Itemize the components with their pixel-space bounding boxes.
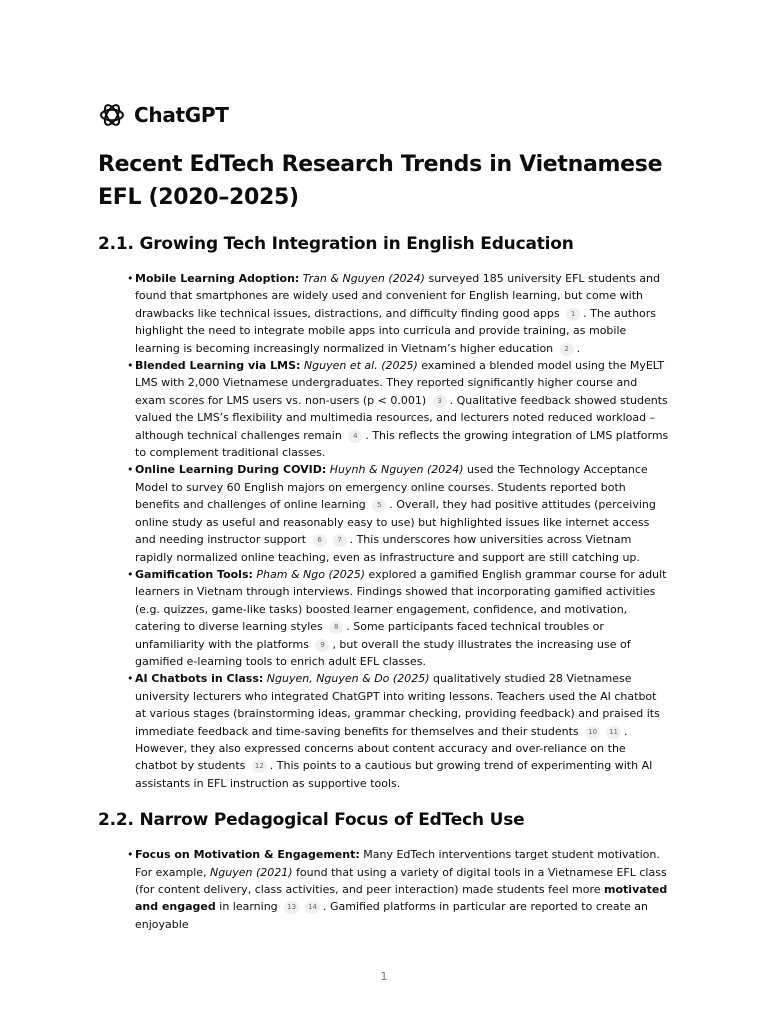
citation-author: Huynh & Nguyen (2024) bbox=[329, 463, 464, 477]
page-number: 1 bbox=[380, 970, 388, 983]
citation-author: Nguyen, Nguyen & Do (2025) bbox=[266, 672, 430, 686]
citation-author: Nguyen (2021) bbox=[210, 865, 293, 879]
item-text: , but overall the study illustrates the increasing use of gamified e-learning tools to enrich adult EFL classes. bbox=[135, 637, 631, 668]
item-text: . However, they also expressed concerns about content accuracy and over-reliance on the chatbot by students bbox=[135, 724, 628, 773]
bullet: • bbox=[127, 567, 134, 581]
item-text: . Some participants faced technical troubles or unfamiliarity with the platforms bbox=[135, 620, 604, 651]
item-text: used the Technology Acceptance Model to survey 60 English majors on emergency online courses. Students reported both benefits and challenges of online learning bbox=[135, 463, 648, 512]
item-label: AI Chatbots in Class: bbox=[135, 672, 264, 686]
citation-badge[interactable]: 10 bbox=[585, 726, 600, 739]
citation-badge[interactable]: 14 bbox=[305, 901, 320, 914]
section-heading-2-1: 2.1. Growing Tech Integration in English Education bbox=[98, 234, 574, 254]
item-text: surveyed 185 university EFL students and found that smartphones are widely used and convenient for English learning, but come with drawbacks like technical issues, distractions, and difficulty finding good apps bbox=[135, 272, 661, 320]
citation-badge[interactable]: 2 bbox=[560, 343, 574, 356]
item-text: Many EdTech interventions target student motivation. For example, bbox=[135, 848, 660, 879]
bullet: • bbox=[127, 848, 134, 862]
citation-badge[interactable]: 8 bbox=[329, 621, 343, 634]
item-text: . Overall, they had positive attitudes (perceiving online study as useful and reasonably easy to use) but highlighted issues like internet access and needing instructor support bbox=[135, 498, 656, 547]
item-label: Online Learning During COVID: bbox=[135, 463, 327, 477]
citation-badge[interactable]: 11 bbox=[606, 726, 621, 739]
item-text: explored a gamified English grammar course for adult learners in Vietnam through interviews. Findings showed that incorporating gamified activities (e.g. quizzes, game-like tasks) boosted learner engagement, confidence, and motivation, catering to diverse learning styles bbox=[135, 567, 667, 634]
item-label: Focus on Motivation & Engagement: bbox=[135, 848, 360, 862]
section-heading-2-2: 2.2. Narrow Pedagogical Focus of EdTech Use bbox=[98, 810, 525, 831]
citation-badge[interactable]: 1 bbox=[566, 308, 580, 321]
item-text: . The authors highlight the need to integrate mobile apps into curricula and provide training, as mobile learning is becoming increasingly normalized in Vietnam’s higher education bbox=[135, 306, 657, 355]
item-text: in learning bbox=[215, 900, 282, 914]
citation-author: Nguyen et al. (2025) bbox=[303, 359, 418, 373]
item-text: . bbox=[576, 341, 581, 355]
citation-author: Tran & Nguyen (2024) bbox=[302, 272, 425, 285]
citation-badge[interactable]: 5 bbox=[372, 499, 386, 512]
brand-header bbox=[98, 98, 670, 132]
citation-badge[interactable]: 9 bbox=[315, 639, 329, 652]
item-text: . This points to a cautious but growing trend of experimenting with AI assistants in EFL instruction as supportive tools. bbox=[135, 759, 653, 790]
citation-badge[interactable]: 3 bbox=[433, 395, 447, 408]
citation-badge[interactable]: 4 bbox=[348, 430, 362, 443]
list-item bbox=[98, 270, 670, 357]
list-item bbox=[98, 461, 670, 565]
document-page bbox=[98, 98, 670, 933]
item-text: . Gamified platforms in particular are reported to create an enjoyable bbox=[135, 900, 648, 931]
bullet: • bbox=[127, 672, 134, 686]
section-2-1-list bbox=[98, 270, 670, 792]
bullet: • bbox=[127, 463, 134, 477]
item-text: found that using a variety of digital tools in a Vietnamese EFL class (for content delivery, class activities, and peer interaction) made students feel more bbox=[135, 865, 667, 896]
list-item bbox=[98, 670, 670, 792]
section-2-2-list bbox=[98, 846, 670, 933]
citation-badge[interactable]: 12 bbox=[252, 760, 267, 773]
emphasis-text: motivated and engaged bbox=[135, 883, 668, 914]
item-text: qualitatively studied 28 Vietnamese university lecturers who integrated ChatGPT into writing lessons. Teachers used the AI chatbot at various stages (brainstorming ideas, grammar checking, providing feedback) and praised its immediate feedback and time-saving benefits for themselves and their students bbox=[135, 672, 660, 738]
item-text: . Qualitative feedback showed students valued the LMS’s flexibility and multimedia resources, and lecturers noted reduced workload – although technical challenges remain bbox=[135, 393, 668, 442]
citation-author: Pham & Ngo (2025) bbox=[256, 567, 366, 581]
citation-badge[interactable]: 6 bbox=[313, 534, 327, 547]
list-item bbox=[98, 846, 670, 933]
citation-badge[interactable]: 7 bbox=[333, 534, 347, 547]
item-label: Mobile Learning Adoption: bbox=[135, 272, 300, 285]
list-item bbox=[98, 357, 670, 461]
openai-knot-icon bbox=[98, 101, 126, 129]
bullet: • bbox=[127, 359, 134, 373]
item-text: . This reflects the growing integration of LMS platforms to complement traditional classes. bbox=[135, 428, 669, 460]
item-text: . This underscores how universities across Vietnam rapidly normalized online teaching, even as infrastructure and support are still catching up. bbox=[135, 533, 640, 564]
bullet: • bbox=[127, 272, 134, 285]
brand-name: ChatGPT bbox=[134, 103, 229, 127]
item-label: Blended Learning via LMS: bbox=[135, 359, 301, 373]
document-title: Recent EdTech Research Trends in Vietnamese EFL (2020–2025) bbox=[98, 152, 663, 210]
item-text: examined a blended model using the MyELT LMS with 2,000 Vietnamese undergraduates. They reported significantly higher course and exam scores for LMS users vs. non-users (p < 0.001) bbox=[135, 359, 665, 407]
list-item bbox=[98, 566, 670, 670]
item-label: Gamification Tools: bbox=[135, 567, 253, 581]
citation-badge[interactable]: 13 bbox=[284, 901, 299, 914]
